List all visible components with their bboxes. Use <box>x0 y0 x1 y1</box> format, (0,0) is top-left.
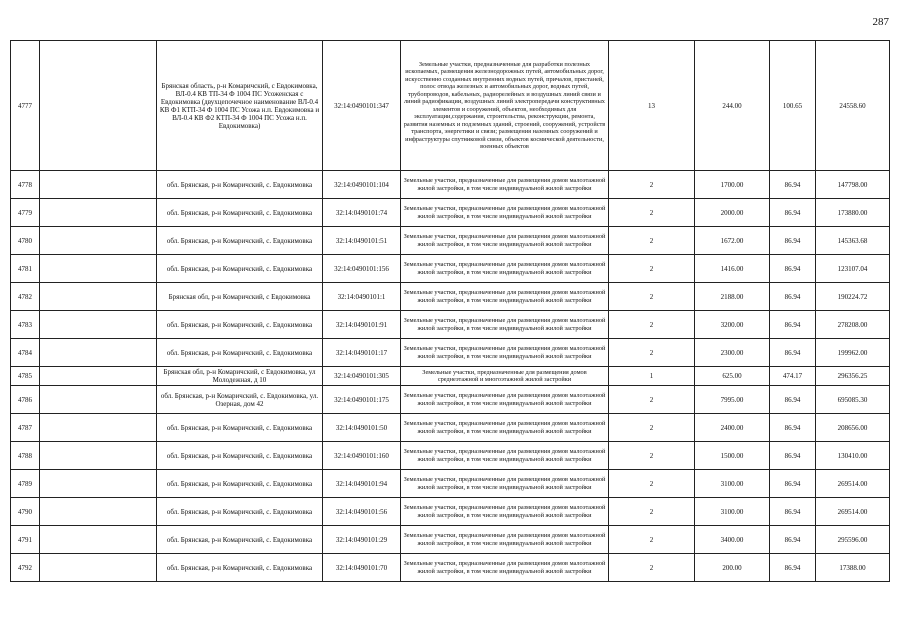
cadastral-value-cell: 24558.60 <box>816 41 890 171</box>
table-row <box>11 339 890 367</box>
group-cell: 13 <box>609 41 695 171</box>
address-cell: обл. Брянская, р-н Комаричский, с. Евдокимовка <box>157 227 323 255</box>
cadastral-number-cell: 32:14:0490101:29 <box>323 526 401 554</box>
group-cell: 2 <box>609 526 695 554</box>
cadastral-number-cell: 32:14:0490101:17 <box>323 339 401 367</box>
specific-value-cell: 86.94 <box>770 554 816 582</box>
cadastral-value-cell: 208656.00 <box>816 414 890 442</box>
cadastral-value-cell: 130410.00 <box>816 442 890 470</box>
table-row <box>11 526 890 554</box>
area-cell: 2300.00 <box>695 339 770 367</box>
table-row <box>11 414 890 442</box>
address-cell: обл. Брянская, р-н Комаричский, с. Евдокимовка <box>157 554 323 582</box>
empty-cell <box>40 470 157 498</box>
area-cell: 3100.00 <box>695 470 770 498</box>
cadastral-value-cell: 199962.00 <box>816 339 890 367</box>
empty-cell <box>40 498 157 526</box>
cadastral-value-cell: 190224.72 <box>816 283 890 311</box>
cadastral-value-cell: 295596.00 <box>816 526 890 554</box>
group-cell: 2 <box>609 498 695 526</box>
cadastral-value-cell: 269514.00 <box>816 498 890 526</box>
row-number: 4789 <box>11 470 40 498</box>
land-use-cell: Земельные участки, предназначенные для размещения домов малоэтажной жилой застройки, в том числе индивидуальной жилой застройки <box>401 526 609 554</box>
cadastral-value-cell: 269514.00 <box>816 470 890 498</box>
cadastral-value-cell: 278208.00 <box>816 311 890 339</box>
row-number: 4777 <box>11 41 40 171</box>
row-number: 4791 <box>11 526 40 554</box>
table-row <box>11 442 890 470</box>
address-cell: Брянская область, р-н Комаричский, с Евдокимовка, ВЛ-0.4 КВ ТП-34 Ф 1004 ПС Усоженская с Евдокимовка (двухцепочечное наименование ВЛ-0.4 КВ Ф1 КТП-34 Ф 1004 ПС Усожа н.п. Евдокимовка и ВЛ-0.4 КВ Ф2 КТП-34 Ф 1004 ПС Усожа н.п. Евдокимовка) <box>157 41 323 171</box>
cadastral-number-cell: 32:14:0490101:156 <box>323 255 401 283</box>
empty-cell <box>40 414 157 442</box>
cadastral-number-cell: 32:14:0490101:104 <box>323 171 401 199</box>
table-row <box>11 470 890 498</box>
table-row <box>11 367 890 386</box>
empty-cell <box>40 227 157 255</box>
cadastral-number-cell: 32:14:0490101:56 <box>323 498 401 526</box>
table-row <box>11 199 890 227</box>
group-cell: 2 <box>609 339 695 367</box>
table-row <box>11 283 890 311</box>
specific-value-cell: 86.94 <box>770 227 816 255</box>
area-cell: 1672.00 <box>695 227 770 255</box>
row-number: 4778 <box>11 171 40 199</box>
cadastral-value-cell: 145363.68 <box>816 227 890 255</box>
row-number: 4786 <box>11 386 40 414</box>
cadastral-value-cell: 147798.00 <box>816 171 890 199</box>
area-cell: 3400.00 <box>695 526 770 554</box>
empty-cell <box>40 554 157 582</box>
area-cell: 3100.00 <box>695 498 770 526</box>
empty-cell <box>40 199 157 227</box>
row-number: 4785 <box>11 367 40 386</box>
group-cell: 2 <box>609 386 695 414</box>
table-row <box>11 386 890 414</box>
land-use-cell: Земельные участки, предназначенные для размещения домов малоэтажной жилой застройки, в том числе индивидуальной жилой застройки <box>401 199 609 227</box>
empty-cell <box>40 526 157 554</box>
land-use-cell: Земельные участки, предназначенные для размещения домов малоэтажной жилой застройки, в том числе индивидуальной жилой застройки <box>401 414 609 442</box>
empty-cell <box>40 171 157 199</box>
row-number: 4783 <box>11 311 40 339</box>
row-number: 4780 <box>11 227 40 255</box>
area-cell: 200.00 <box>695 554 770 582</box>
cadastral-number-cell: 32:14:0490101:74 <box>323 199 401 227</box>
address-cell: обл. Брянская, р-н Комаричский, с. Евдокимовка <box>157 498 323 526</box>
specific-value-cell: 86.94 <box>770 470 816 498</box>
address-cell: Брянская обл, р-н Комаричский, с Евдокимовка, ул Молодежная, д 10 <box>157 367 323 386</box>
land-use-cell: Земельные участки, предназначенные для размещения домов малоэтажной жилой застройки, в том числе индивидуальной жилой застройки <box>401 339 609 367</box>
cadastral-number-cell: 32:14:0490101:160 <box>323 442 401 470</box>
group-cell: 2 <box>609 414 695 442</box>
area-cell: 2000.00 <box>695 199 770 227</box>
empty-cell <box>40 339 157 367</box>
area-cell: 1500.00 <box>695 442 770 470</box>
cadastral-number-cell: 32:14:0490101:50 <box>323 414 401 442</box>
area-cell: 244.00 <box>695 41 770 171</box>
area-cell: 1416.00 <box>695 255 770 283</box>
group-cell: 2 <box>609 283 695 311</box>
cadastral-value-table <box>10 40 890 582</box>
address-cell: обл. Брянская, р-н Комаричский, с. Евдокимовка <box>157 199 323 227</box>
empty-cell <box>40 386 157 414</box>
row-number: 4787 <box>11 414 40 442</box>
specific-value-cell: 86.94 <box>770 283 816 311</box>
empty-cell <box>40 41 157 171</box>
area-cell: 2400.00 <box>695 414 770 442</box>
land-use-cell: Земельные участки, предназначенные для размещения домов малоэтажной жилой застройки, в том числе индивидуальной жилой застройки <box>401 498 609 526</box>
specific-value-cell: 474.17 <box>770 367 816 386</box>
table-row <box>11 554 890 582</box>
empty-cell <box>40 255 157 283</box>
row-number: 4779 <box>11 199 40 227</box>
specific-value-cell: 86.94 <box>770 171 816 199</box>
cadastral-number-cell: 32:14:0490101:91 <box>323 311 401 339</box>
cadastral-value-cell: 296356.25 <box>816 367 890 386</box>
specific-value-cell: 86.94 <box>770 386 816 414</box>
land-use-cell: Земельные участки, предназначенные для размещения домов малоэтажной жилой застройки, в том числе индивидуальной жилой застройки <box>401 227 609 255</box>
cadastral-number-cell: 32:14:0490101:70 <box>323 554 401 582</box>
land-use-cell: Земельные участки, предназначенные для размещения домов малоэтажной жилой застройки, в том числе индивидуальной жилой застройки <box>401 386 609 414</box>
specific-value-cell: 86.94 <box>770 442 816 470</box>
table-row <box>11 227 890 255</box>
row-number: 4781 <box>11 255 40 283</box>
specific-value-cell: 86.94 <box>770 526 816 554</box>
cadastral-number-cell: 32:14:0490101:175 <box>323 386 401 414</box>
land-use-cell: Земельные участки, предназначенные для разработки полезных ископаемых, размещения железнодорожных путей, автомобильных дорог, искусственно созданных внутренних водных путей, причалов, пристаней, полос отвода железных и автомобильных дорог, водных путей, трубопроводов, кабельных, радиорелейных и воздушных линий связи и линий радиофикации, воздушных линий электропередачи конструктивных элементов и сооружений, объектов, необходимых для эксплуатации,содержания, строительства, реконструкции, ремонта, развития наземных и подземных зданий, строений, сооружений, устройств транспорта, энергетики и связи; размещения наземных сооружений и инфраструктуры спутниковой связи, объектов космической деятельности, военных объектов <box>401 41 609 171</box>
specific-value-cell: 86.94 <box>770 255 816 283</box>
address-cell: обл. Брянская, р-н Комаричский, с. Евдокимовка <box>157 442 323 470</box>
land-use-cell: Земельные участки, предназначенные для размещения домов малоэтажной жилой застройки, в том числе индивидуальной жилой застройки <box>401 283 609 311</box>
address-cell: обл. Брянская, р-н Комаричский, с. Евдокимовка <box>157 311 323 339</box>
cadastral-number-cell: 32:14:0490101:94 <box>323 470 401 498</box>
group-cell: 2 <box>609 171 695 199</box>
address-cell: обл. Брянская, р-н Комаричский, с. Евдокимовка <box>157 339 323 367</box>
row-number: 4782 <box>11 283 40 311</box>
group-cell: 2 <box>609 255 695 283</box>
cadastral-number-cell: 32:14:0490101:1 <box>323 283 401 311</box>
cadastral-value-cell: 123107.04 <box>816 255 890 283</box>
empty-cell <box>40 311 157 339</box>
address-cell: обл. Брянская, р-н Комаричский, с. Евдокимовка <box>157 414 323 442</box>
table-row <box>11 41 890 171</box>
address-cell: Брянская обл, р-н Комаричский, с Евдокимовка <box>157 283 323 311</box>
cadastral-value-cell: 695085.30 <box>816 386 890 414</box>
group-cell: 2 <box>609 554 695 582</box>
land-use-cell: Земельные участки, предназначенные для размещения домов малоэтажной жилой застройки, в том числе индивидуальной жилой застройки <box>401 171 609 199</box>
area-cell: 2188.00 <box>695 283 770 311</box>
table-row <box>11 255 890 283</box>
cadastral-number-cell: 32:14:0490101:305 <box>323 367 401 386</box>
land-use-cell: Земельные участки, предназначенные для размещения домов среднеэтажной и многоэтажной жилой застройки <box>401 367 609 386</box>
row-number: 4790 <box>11 498 40 526</box>
address-cell: обл. Брянская, р-н Комаричский, с. Евдокимовка <box>157 255 323 283</box>
specific-value-cell: 86.94 <box>770 498 816 526</box>
specific-value-cell: 86.94 <box>770 311 816 339</box>
cadastral-number-cell: 32:14:0490101:51 <box>323 227 401 255</box>
table-row <box>11 498 890 526</box>
address-cell: обл. Брянская, р-н Комаричский, с. Евдокимовка <box>157 470 323 498</box>
cadastral-number-cell: 32:14:0490101:347 <box>323 41 401 171</box>
area-cell: 7995.00 <box>695 386 770 414</box>
group-cell: 1 <box>609 367 695 386</box>
cadastral-value-cell: 17388.00 <box>816 554 890 582</box>
specific-value-cell: 86.94 <box>770 199 816 227</box>
address-cell: обл. Брянская, р-н Комаричский, с. Евдокимовка <box>157 171 323 199</box>
area-cell: 625.00 <box>695 367 770 386</box>
row-number: 4792 <box>11 554 40 582</box>
table-row <box>11 311 890 339</box>
land-use-cell: Земельные участки, предназначенные для размещения домов малоэтажной жилой застройки, в том числе индивидуальной жилой застройки <box>401 311 609 339</box>
group-cell: 2 <box>609 470 695 498</box>
group-cell: 2 <box>609 199 695 227</box>
group-cell: 2 <box>609 311 695 339</box>
row-number: 4788 <box>11 442 40 470</box>
land-use-cell: Земельные участки, предназначенные для размещения домов малоэтажной жилой застройки, в том числе индивидуальной жилой застройки <box>401 255 609 283</box>
specific-value-cell: 86.94 <box>770 414 816 442</box>
area-cell: 1700.00 <box>695 171 770 199</box>
land-use-cell: Земельные участки, предназначенные для размещения домов малоэтажной жилой застройки, в том числе индивидуальной жилой застройки <box>401 442 609 470</box>
land-use-cell: Земельные участки, предназначенные для размещения домов малоэтажной жилой застройки, в том числе индивидуальной жилой застройки <box>401 554 609 582</box>
address-cell: обл. Брянская, р-н Комаричский, с. Евдокимовка, ул. Озерная, дом 42 <box>157 386 323 414</box>
specific-value-cell: 86.94 <box>770 339 816 367</box>
address-cell: обл. Брянская, р-н Комаричский, с. Евдокимовка <box>157 526 323 554</box>
area-cell: 3200.00 <box>695 311 770 339</box>
cadastral-value-cell: 173880.00 <box>816 199 890 227</box>
group-cell: 2 <box>609 442 695 470</box>
empty-cell <box>40 283 157 311</box>
group-cell: 2 <box>609 227 695 255</box>
empty-cell <box>40 367 157 386</box>
empty-cell <box>40 442 157 470</box>
specific-value-cell: 100.65 <box>770 41 816 171</box>
page-number: 287 <box>872 16 889 28</box>
table-row <box>11 171 890 199</box>
land-use-cell: Земельные участки, предназначенные для размещения домов малоэтажной жилой застройки, в том числе индивидуальной жилой застройки <box>401 470 609 498</box>
row-number: 4784 <box>11 339 40 367</box>
